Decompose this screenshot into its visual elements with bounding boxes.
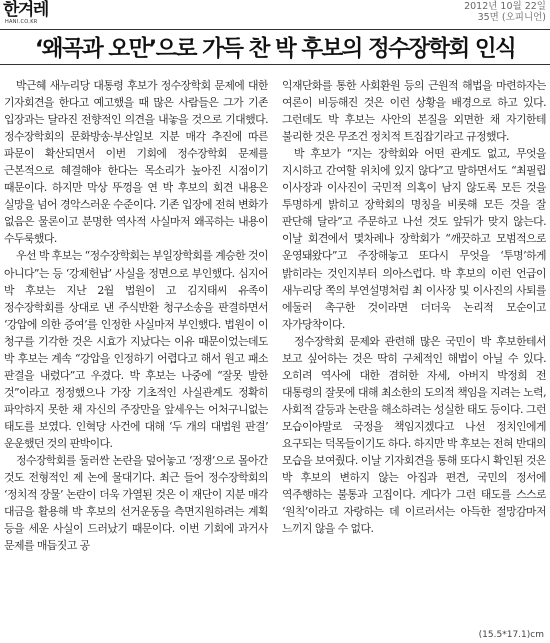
logo-text: 한겨레 [3,0,48,20]
paragraph: 박 후보가 “지는 장학회와 어떤 관계도 없고, 무엇을 지시하고 간여할 위치에 있지 않다”고 말하면서도 “최필립 이사장과 이사진이 국민적 의혹이 남지 않도록 모든 것을 투명하게 밝히고 장학회의 명칭을 비롯해 모든 것을 잘 판단해 달라”고 주문하고 나선 것도 앞뒤가 맞지 않는다. 이날 회견에서 몇차례나 장학회가 “깨끗하고 모범적으로 운영돼왔다”고 주장해놓고 또다시 무엇을 ‘투명’하게 밝히라는 것인지부터 의아스럽다. 박 후보의 이런 언급이 새누리당 쪽의 부연설명처럼 최 이사장 및 이사진의 사퇴를 에둘러 촉구한 것이라면 더더욱 논리적 모순이고 자가당착이다. [282,147,546,331]
newspaper-logo [3,1,59,25]
column-right [282,77,546,625]
publication-date: 2012년 10월 22일 [464,1,546,12]
paragraph: 박근혜 새누리당 대통령 후보가 정수장학회 문제에 대한 기자회견을 한다고 예고했을 때 많은 사람들은 그가 기존 입장과는 달라진 전향적인 의견을 내놓을 것으로 기대했다. 정수장학회의 문화방송·부산일보 지분 매각 추진에 따른 파문이 확산되면서 이번 기회에 정수장학회 문제를 근본적으로 혜결해야 한다는 목소리가 높아진 시점이기 때문이다. 하지만 막상 뚜껑을 연 박 후보의 회견 내용은 실망을 넘어 경악스러운 수준이다. 기존 입장에 전혀 변화가 없음은 물론이고 분명한 역사적 사실마저 왜곡하는 내용이 수두룩했다. [4,79,268,246]
paragraph: 우선 박 후보는 “정수장학회는 부일장학회를 계승한 것이 아니다”는 등 ‘강제헌납’ 사실을 정면으로 부인했다. 심지어 박 후보는 지난 2월 법원이 고 김지태씨 유족이 정수장학회를 상대로 낸 주식반환 청구소송을 판결하면서 ‘강압에 의한 증여’를 인정한 사실마저 부인했다. 법원이 이 청구를 기각한 것은 시효가 지났다는 이유 때문이었는데도 박 후보는 계속 “강압을 인정하기 어렵다고 해서 원고 패소 판결을 내렸다”고 우겼다. 박 후보는 나중에 “잘못 발한 것”이라고 정정했으나 가장 기초적인 사실관계도 정확히 파악하지 못한 채 자신의 주장만을 앞세우는 어처구니없는 태도를 보였다. 인혁당 사건에 대해 ‘두 개의 대법원 판결’ 운운했던 것의 판박이다. [4,249,268,450]
paragraph: 정수장학회를 둘러싼 논란을 덮어놓고 ‘정쟁’으로 몰아간 것도 전형적인 제 논에 물대기다. 최근 들어 정수장학회의 ‘정치적 장물’ 논란이 더욱 가열된 것은 이 재단이 지분 매각 대금을 활용해 박 후보의 선거운동을 측면지원하려는 계획 등을 세운 사실이 드러났기 때문이다. 이번 기회에 과거사 문제를 매듭짓고 공 [4,454,268,553]
logo-subtext: HANI.CO.KR [5,19,38,25]
masthead [0,0,550,26]
article-body [4,77,546,625]
column-left [4,77,268,625]
clipping-size: (15.5*17.1)cm [478,630,544,640]
paragraph: 정수장학회 문제와 관련해 많은 국민이 박 후보한테서 보고 싶어하는 것은 딱히 구체적인 해법이 아닐 수 있다. 오히려 역사에 대한 겸허한 자세, 아버지 박정희 전 대통령의 잘못에 대해 최소한의 도의적 책임을 지려는 노력, 사회적 갈등과 논란을 해소하려는 성실한 태도 등이다. 그런 모습이야말로 국정을 책임지겠다고 나선 정치인에게 요구되는 덕목들이기도 하다. 하지만 박 후보는 전혀 반대의 모습을 보여줬다. 이날 기자회견을 통해 또다시 확인된 것은 박 후보의 변하지 않는 아집과 편견, 국민의 정서에 역주행하는 불통과 고집이다. 게다가 그런 태도를 스스로 ‘원칙’이라고 자랑하는 데 이르러서는 아득한 절망감마저 느끼지 않을 수 없다. [282,334,546,536]
page-section: 35면 (오피니언) [477,12,546,23]
editorial-headline: ‘왜곡과 오만’으로 가득 찬 박 후보의 정수장학회 인식 [34,36,516,62]
dateline [464,1,546,23]
headline-band [0,29,550,65]
paragraph-continued: 익재단화를 통한 사회환원 등의 근원적 해법을 마련하자는 여론이 비등해진 것은 이런 상황을 배경으로 하고 있다. 그런데도 박 후보는 사안의 본질을 외면한 채 자기한테 불리한 것은 무조건 정치적 트집잡기라고 규정했다. [282,79,546,144]
